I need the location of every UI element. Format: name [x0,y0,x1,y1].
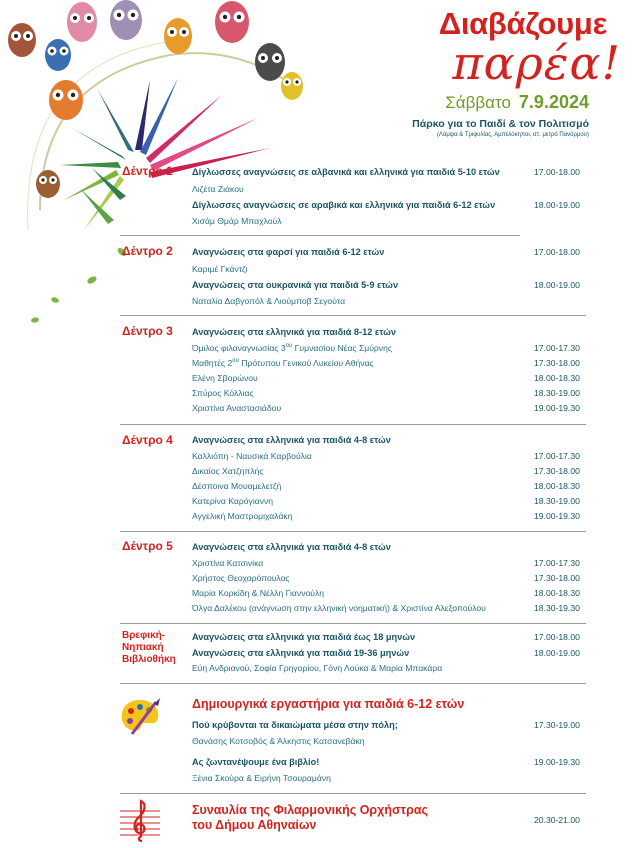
tree2-event2: Αναγνώσεις στα ουκρανικά για παιδιά 5-9 ετών [192,280,399,290]
tree2-person2: Ναταλία Δαβγοπόλ & Λιούμποβ Σεγούτα [192,296,346,306]
owl-1 [8,23,36,57]
tree1-event2: Δίγλωσσες αναγνώσεις σε αραβικά και ελληνικά για παιδιά 6-12 ετών [192,200,496,210]
tree2-time2: 18.00-19.00 [534,280,580,290]
library-event2: Αναγνώσεις στα ελληνικά για παιδιά 19-36 μηνών [192,648,410,658]
concert-time: 20.30-21.00 [534,815,580,825]
tree3-person1 [192,343,392,353]
owl-2 [67,2,97,42]
tree4-person2: Δικαίος Χατζηπλής [192,466,264,476]
tree3-person1-post: Γυμνασίου Νέας Σμύρνης [292,343,393,353]
owl-6 [45,39,71,71]
library-persons: Εύη Ανδριανού, Σοφία Γρηγορίου, Γόνη Λούκα & Μαρία Μπακάρα [192,663,443,673]
divider [120,623,586,624]
treble-clef-icon [118,797,162,845]
tree3-person2-pre: Μαθητές 2 [192,358,233,368]
tree3-label: Δέντρο 3 [122,324,173,338]
tree4-person1: Καλλιόπη - Ναυσικά Καρβούλια [192,451,312,461]
tree3-person1-pre: Όμιλος φιλαναγνωσίας 3 [192,343,286,353]
tree4-time4: 18.30-19.00 [534,496,580,506]
tree5-person1: Χριστίνα Κατσινίκα [192,558,264,568]
owl-8 [49,80,83,120]
tree4-person3: Δέσποινα Μουαμελετζή [192,481,282,491]
divider [120,235,520,236]
event-date [445,92,589,113]
tree1-person1: Λιζέτα Ζιάκου [192,184,244,194]
tree5-person4: Όλγα Δαλέκου (ανάγνωση στην ελληνική νοηματική) & Χριστίνα Αλεξοπούλου [192,603,486,613]
tree3-person2-post: Πρότυπου Γενικού Λυκείου Αθήνας [238,358,374,368]
tree3-person3: Ελένη Σβορώνου [192,373,258,383]
tree2-label: Δέντρο 2 [122,244,173,258]
library-time2: 18.00-19.00 [534,648,580,658]
title-line1: Διαβάζουμε [438,6,607,41]
owl-9 [36,170,60,198]
tree3-time3: 18.00-18.30 [534,373,580,383]
tree3-event1: Αναγνώσεις στα ελληνικά για παιδιά 8-12 ετών [192,327,396,337]
venue-address: (Λάμψα & Τριφυλίας, Αμπελόκηποι, στ. μετρό Πανόρμου) [436,132,589,138]
owl-7 [255,43,285,81]
tree3-person2-sup: ου [232,358,239,365]
tree4-event1: Αναγνώσεις στα ελληνικά για παιδιά 4-8 ετών [192,435,391,445]
library-label-line2: Νηπιακή [122,642,164,653]
tree1-label: Δέντρο 1 [122,164,173,178]
concert-title-line1: Συναυλία της Φιλαρμονικής Ορχήστρας [192,803,429,817]
library-time1: 17.00-18.00 [534,632,580,642]
venue: Πάρκο για το Παιδί & τον Πολιτισμό [412,118,589,130]
owl-10 [281,72,303,100]
tree3-person1-sup: ου [285,343,293,350]
divider [120,683,586,684]
library-label-line1: Βρεφική- [122,630,166,641]
palette-brush-icon [118,696,162,736]
workshops-person2: Ξένια Σκούρα & Ειρήνη Τσουραμάνη [192,773,331,783]
divider [120,531,586,532]
owl-5 [215,1,249,43]
divider [120,793,586,794]
tree3-person2 [192,358,374,368]
library-event1: Αναγνώσεις στα ελληνικά για παιδιά έως 18 μηνών [192,632,416,642]
tree3-person5: Χριστίνα Αναστασιάδου [192,403,282,413]
workshops-person1: Θανάσης Κοτσοβός & Άλκηστις Κατσανεβάκη [192,736,365,746]
divider [120,315,586,316]
owl-3 [110,0,142,40]
tree3-time5: 19.00-19.30 [534,403,580,413]
tree5-event1: Αναγνώσεις στα ελληνικά για παιδιά 4-8 ετών [192,542,391,552]
tree5-label: Δέντρο 5 [122,539,173,553]
tree3-time2: 17.30-18.00 [534,358,580,368]
tree1-person2: Χισάμ Θμάρ Μπαχλούλ [192,216,282,226]
tree5-person3: Μαρία Κορκίδη & Νέλλη Γιαννούλη [192,588,325,598]
tree5-time1: 17.00-17.30 [534,558,580,568]
tree1-time1: 17.00-18.00 [534,167,580,177]
tree4-time3: 18.00-18.30 [534,481,580,491]
owl-4 [164,18,192,54]
workshops-event2: Ας ζωντανέψουμε ένα βιβλίο! [192,757,320,767]
workshops-title: Δημιουργικά εργαστήρια για παιδιά 6-12 ετών [192,697,465,711]
tree3-time1: 17.00-17.30 [534,343,580,353]
library-label [122,630,176,666]
title-line2: παρέα! [452,36,621,90]
divider [120,424,586,425]
concert-title [192,803,428,833]
event-day: Σάββατο [445,93,511,112]
tree1-event1: Δίγλωσσες αναγνώσεις σε αλβανικά και ελληνικά για παιδιά 5-10 ετών [192,167,500,177]
tree5-time3: 18.00-18.30 [534,588,580,598]
tree3-person4: Σπύρος Κόλλιας [192,388,254,398]
workshops-event1: Πού κρύβονται τα δικαιώματα μέσα στην πόλη; [192,720,398,730]
workshops-time1: 17.30-19.00 [534,720,580,730]
tree5-time2: 17.30-18.00 [534,573,580,583]
tree5-time4: 18.30-19.30 [534,603,580,613]
tree2-time1: 17.00-18.00 [534,247,580,257]
concert-title-line2: του Δήμου Αθηναίων [192,818,317,832]
tree2-event1: Αναγνώσεις στα φαρσί για παιδιά 6-12 ετών [192,247,385,257]
workshops-time2: 19.00-19.30 [534,757,580,767]
tree5-person2: Χρήστος Θεοχαρόπουλος [192,573,290,583]
tree4-person5: Αγγελική Μαστρομιχαλάκη [192,511,293,521]
event-date-number: 7.9.2024 [518,92,589,112]
tree4-time2: 17.30-18.00 [534,466,580,476]
tree4-person4: Κατερίνα Καρόγιαννη [192,496,274,506]
tree2-person1: Καριμέ Γκάντζι [192,264,248,274]
tree4-time1: 17.00-17.30 [534,451,580,461]
tree3-time4: 18.30-19.00 [534,388,580,398]
tree4-label: Δέντρο 4 [122,433,173,447]
library-label-line3: Βιβλιοθήκη [122,654,176,665]
tree4-time5: 19.00-19.30 [534,511,580,521]
tree1-time2: 18.00-19.00 [534,200,580,210]
